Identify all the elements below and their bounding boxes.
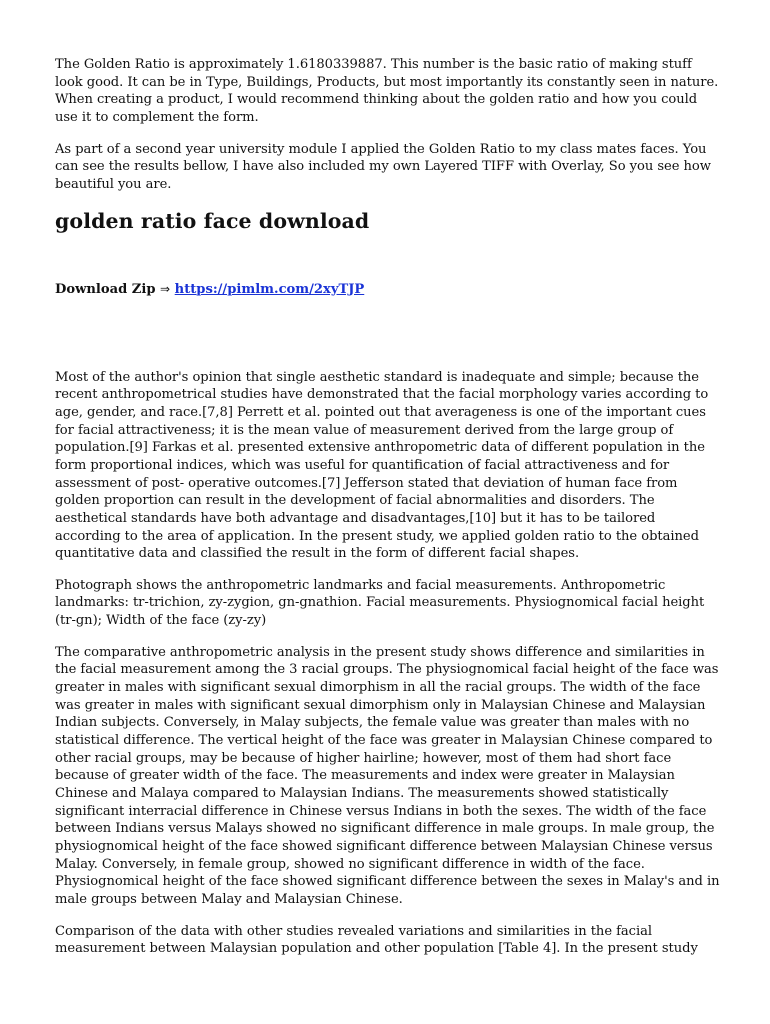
document-page	[55, 56, 720, 972]
download-line	[55, 280, 720, 299]
page-heading: golden ratio face download	[55, 208, 370, 233]
blank-space	[55, 299, 720, 369]
download-label: Download Zip	[55, 281, 156, 297]
body-paragraph-3: The comparative anthropometric analysis in the present study shows difference and similarities in the facial measurement among the 3 racial groups. The physiognomical facial height of the face was greater in males with significant sexual dimorphism in all the racial groups. The width of the face was greater in males with significant sexual dimorphism only in Malaysian Chinese and Malaysian Indian subjects. Conversely, in Malay subjects, the female value was greater than males with no statistical difference. The vertical height of the face was greater in Malaysian Chinese compared to other racial groups, may be because of higher hairline; however, most of them had short face because of greater width of the face. The measurements and index were greater in Malaysian Chinese and Malaya compared to Malaysian Indians. The measurements showed statistically significant interracial difference in Chinese versus Indians in both the sexes. The width of the face between Indians versus Malays showed no significant difference in male groups. In male group, the physiognomical height of the face showed significant difference between Malaysian Chinese versus Malay. Conversely, in female group, showed no significant difference in width of the face. Physiognomical height of the face showed significant difference between the sexes in Malay's and in male groups between Malay and Malaysian Chinese.	[55, 644, 720, 907]
body-paragraph-4: Comparison of the data with other studies revealed variations and similarities in the facial measurement between Malaysian population and other population [Table 4]. In the present study	[55, 923, 698, 957]
intro-paragraph-2: As part of a second year university module I applied the Golden Ratio to my class mates faces. You can see the results bellow, I have also included my own Layered TIFF with Overlay, So you see how beautiful you are.	[55, 141, 711, 192]
arrow-right-icon: ⇒	[160, 281, 171, 296]
body-paragraph-1: Most of the author's opinion that single aesthetic standard is inadequate and simple; because the recent anthropometrical studies have demonstrated that the facial morphology varies according to age, gender, and race.[7,8] Perrett et al. pointed out that averageness is one of the important cues for facial attractiveness; it is the mean value of measurement derived from the large group of population.[9] Farkas et al. presented extensive anthropometric data of different population in the form proportional indices, which was useful for quantification of facial attractiveness and for assessment of post- operative outcomes.[7] Jefferson stated that deviation of human face from golden proportion can result in the development of facial abnormalities and disorders. The aesthetical standards have both advantage and disadvantages,[10] but it has to be tailored according to the area of application. In the present study, we applied golden ratio to the obtained quantitative data and classified the result in the form of different facial shapes.	[55, 369, 709, 562]
body-paragraph-2: Photograph shows the anthropometric landmarks and facial measurements. Anthropometric landmarks: tr-trichion, zy-zygion, gn-gnathion. Facial measurements. Physiognomical facial height (tr-gn); Width of the face (zy-zy)	[55, 577, 705, 629]
intro-paragraph-1: The Golden Ratio is approximately 1.6180339887. This number is the basic ratio of making stuff look good. It can be in Type, Buildings, Products, but most importantly its constantly seen in nature. When creating a product, I would recommend thinking about the golden ratio and how you could use it to complement the form.	[55, 57, 719, 125]
download-link[interactable]: https://pimlm.com/2xyTJP	[174, 281, 365, 297]
